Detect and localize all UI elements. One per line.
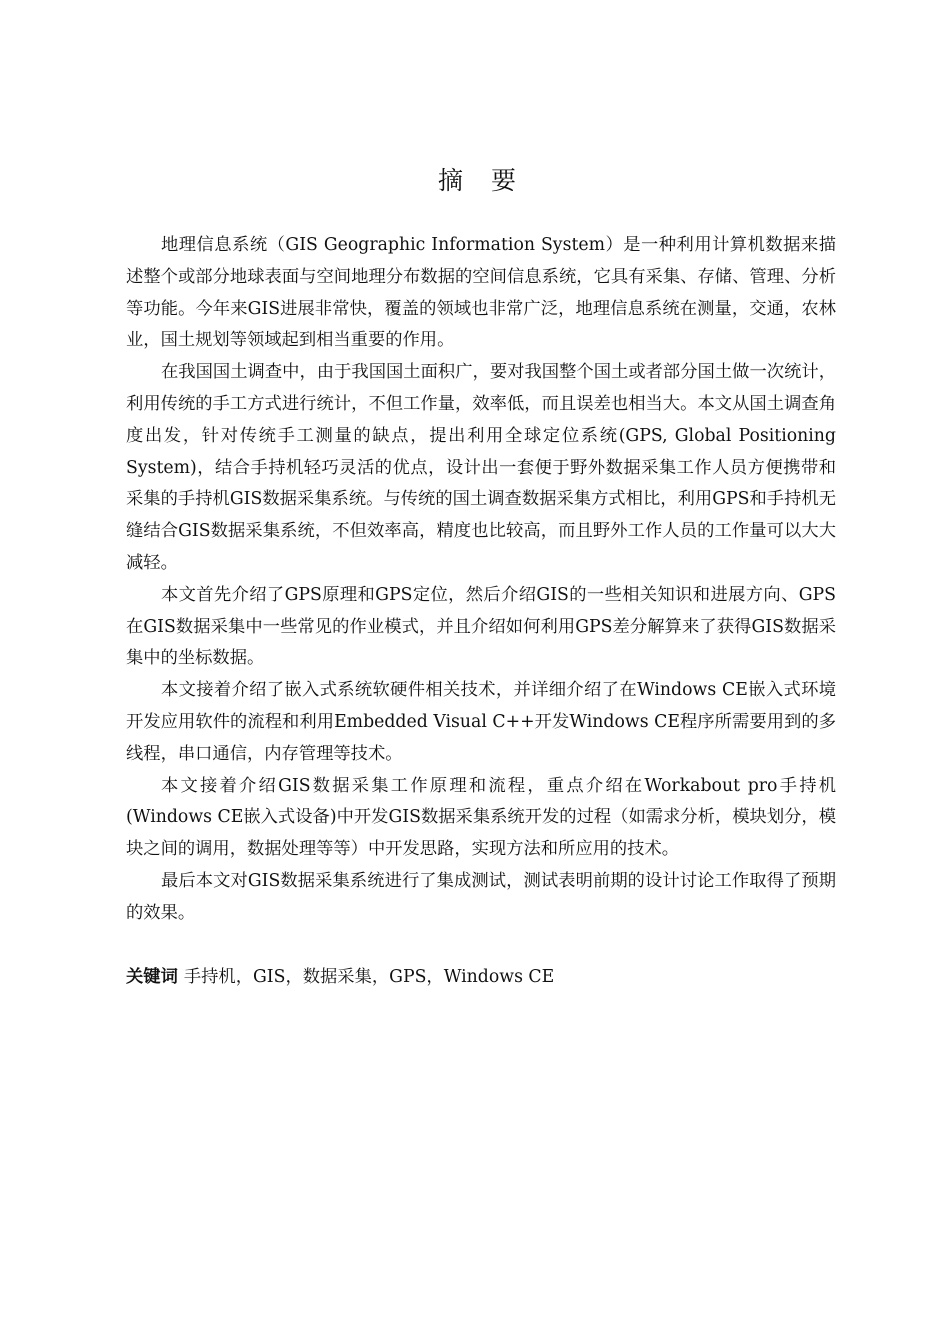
keywords-text: 手持机，GIS，数据采集，GPS，Windows CE <box>183 967 555 987</box>
keywords-line <box>126 962 836 994</box>
abstract-body <box>126 230 836 930</box>
paragraph-3: 本文首先介绍了GPS原理和GPS定位，然后介绍GIS的一些相关知识和进展方向、GPS在GIS数据采集中一些常见的作业模式，并且介绍如何利用GPS差分解算来了获得GIS数据采集中的坐标数据。 <box>126 584 836 669</box>
paragraph-5: 本文接着介绍GIS数据采集工作原理和流程，重点介绍在Workabout pro手持机(Windows CE嵌入式设备)中开发GIS数据采集系统开发的过程（如需求分析，模块划分，模块之间的调用，数据处理等等）中开发思路，实现方法和所应用的技术。 <box>126 775 836 860</box>
page-title: 摘 要 <box>438 166 526 195</box>
paragraph-2: 在我国国土调查中，由于我国国土面积广，要对我国整个国土或者部分国土做一次统计，利用传统的手工方式进行统计，不但工作量，效率低，而且误差也相当大。本文从国土调查角度出发，针对传统手工测量的缺点，提出利用全球定位系统(GPS, Global Positioning System)，结合手持机轻巧灵活的优点，设计出一套便于野外数据采集工作人员方便携带和采集的手持机GIS数据采集系统。与传统的国土调查数据采集方式相比，利用GPS和手持机无缝结合GIS数据采集系统，不但效率高，精度也比较高，而且野外工作人员的工作量可以大大减轻。 <box>126 362 836 573</box>
keywords-label: 关键词 <box>126 967 178 987</box>
paragraph-1: 地理信息系统（GIS Geographic Information System）是一种利用计算机数据来描述整个或部分地球表面与空间地理分布数据的空间信息系统，它具有采集、存储、管理、分析等功能。今年来GIS进展非常快，覆盖的领域也非常广泛，地理信息系统在测量，交通，农林业，国土规划等领域起到相当重要的作用。 <box>126 235 836 351</box>
paragraph-4: 本文接着介绍了嵌入式系统软硬件相关技术，并详细介绍了在Windows CE嵌入式环境开发应用软件的流程和利用Embedded Visual C++开发Windows CE程序所需要用到的多线程，串口通信，内存管理等技术。 <box>126 680 836 764</box>
paragraph-6: 最后本文对GIS数据采集系统进行了集成测试，测试表明前期的设计讨论工作取得了预期的效果。 <box>126 870 836 923</box>
